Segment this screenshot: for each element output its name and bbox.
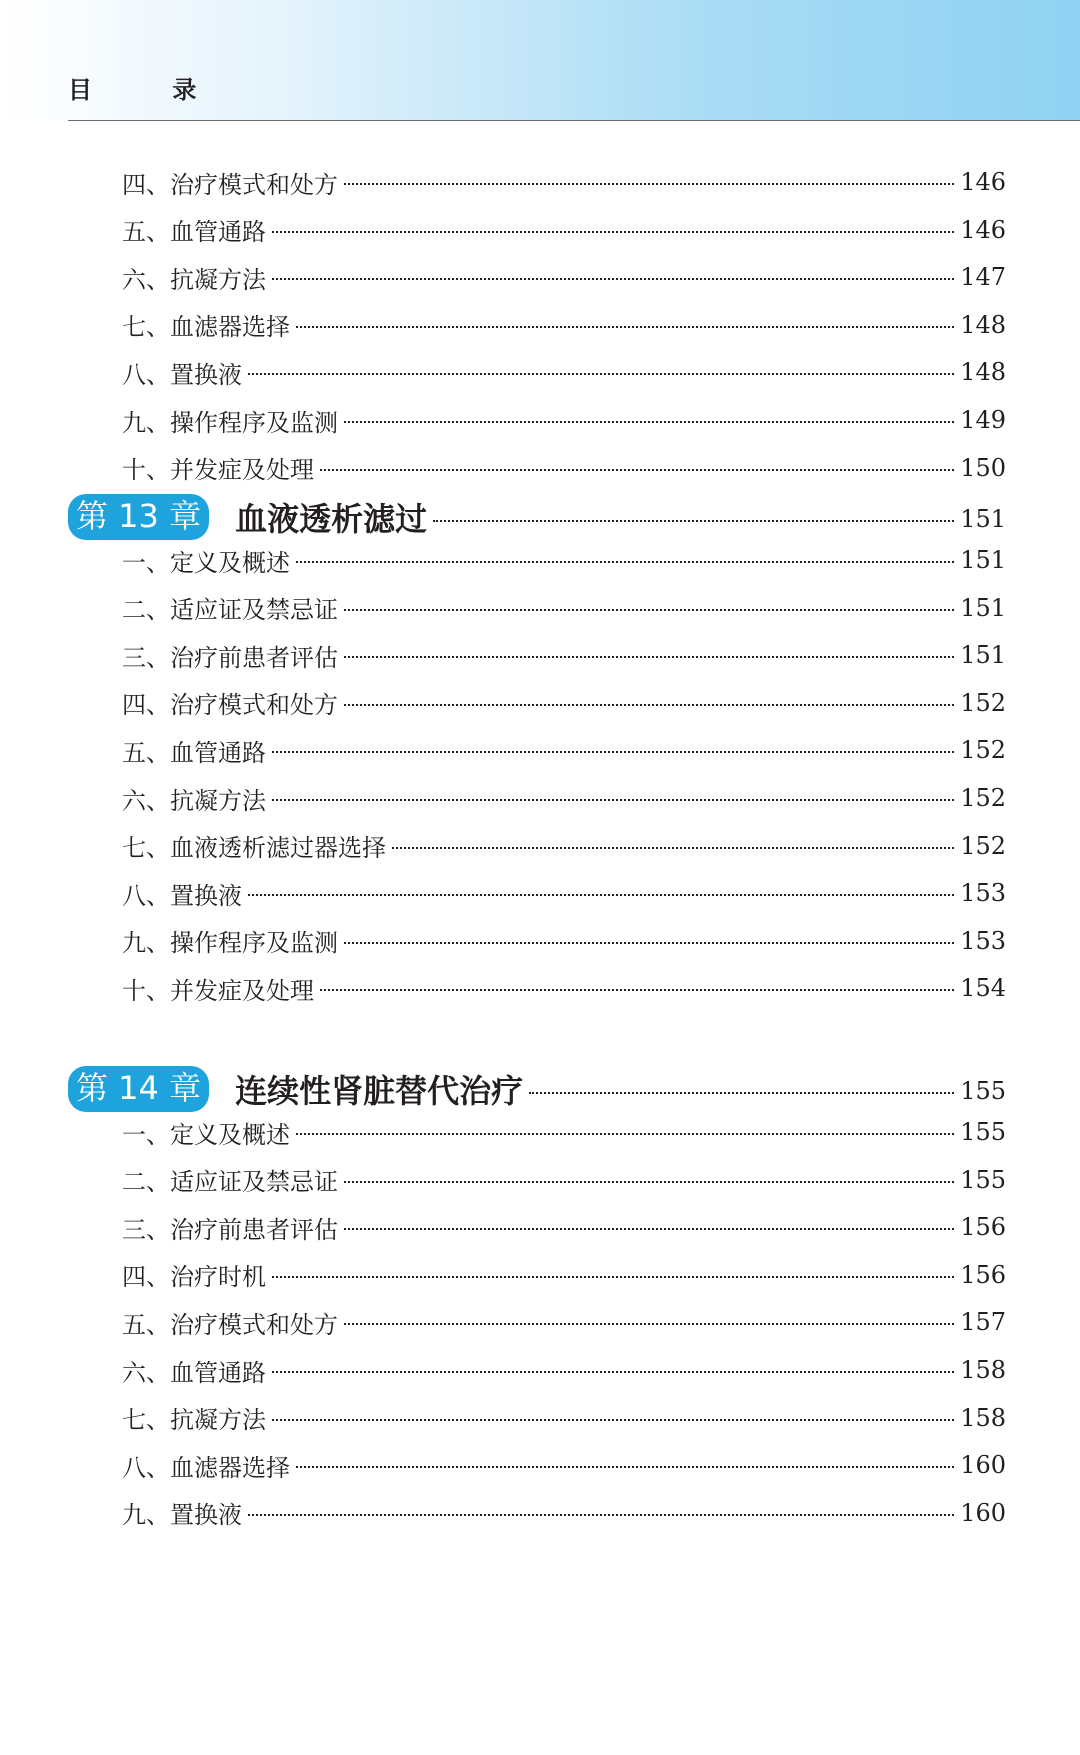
toc-entry-label: 三、治疗前患者评估 <box>122 1215 338 1244</box>
toc-entry-page-number: 147 <box>960 263 1006 292</box>
toc-entry-label: 十、并发症及处理 <box>122 456 314 485</box>
dot-leader <box>344 656 954 658</box>
toc-entry-page-number: 158 <box>960 1356 1006 1384</box>
toc-entry-label: 六、抗凝方法 <box>122 265 266 294</box>
toc-entry-label: 八、血滤器选择 <box>122 1453 290 1482</box>
toc-entry-label: 五、血管通路 <box>122 218 266 247</box>
toc-entry-label: 四、治疗时机 <box>122 1263 266 1292</box>
toc-entry[interactable] <box>122 588 1006 628</box>
toc-entry-label: 七、抗凝方法 <box>122 1406 266 1435</box>
toc-entry-label: 八、置换液 <box>122 881 242 910</box>
toc-entry-label: 五、治疗模式和处方 <box>122 1310 338 1339</box>
toc-entry-label: 二、适应证及禁忌证 <box>122 596 338 625</box>
toc-entry-page-number: 158 <box>960 1403 1006 1432</box>
chapter-page-number: 155 <box>960 1077 1006 1105</box>
toc-entry[interactable] <box>122 1112 1006 1152</box>
dot-leader <box>272 1276 954 1278</box>
toc-entry-page-number: 151 <box>960 593 1006 622</box>
toc-entry-label: 五、血管通路 <box>122 738 266 767</box>
toc-entry-label: 一、定义及概述 <box>122 548 290 577</box>
toc-entry-label: 四、治疗模式和处方 <box>122 691 338 720</box>
toc-entry-page-number: 150 <box>960 453 1006 482</box>
toc-entry[interactable] <box>122 540 1006 580</box>
toc-entry-page-number: 155 <box>960 1118 1006 1146</box>
toc-entry-label: 一、定义及概述 <box>122 1120 290 1149</box>
toc-entry[interactable] <box>122 162 1006 202</box>
toc-entry-label: 四、治疗模式和处方 <box>122 170 338 199</box>
toc-entry-page-number: 156 <box>960 1213 1006 1242</box>
dot-leader <box>344 609 954 611</box>
toc-entry[interactable] <box>122 210 1006 250</box>
dot-leader <box>320 989 954 991</box>
chapter-title: 连续性肾脏替代治疗 <box>235 1072 524 1110</box>
toc-entry-page-number: 160 <box>960 1451 1006 1480</box>
dot-leader <box>248 373 954 375</box>
dot-leader <box>392 847 954 849</box>
toc-entry-label: 三、治疗前患者评估 <box>122 643 338 672</box>
toc-entry-page-number: 154 <box>960 974 1006 1003</box>
dot-leader <box>344 1181 954 1183</box>
toc-entry-label: 二、适应证及禁忌证 <box>122 1168 338 1197</box>
toc-entry[interactable] <box>122 968 1006 1008</box>
toc-entry-page-number: 148 <box>960 358 1006 387</box>
toc-entry[interactable] <box>122 257 1006 297</box>
toc-entry-page-number: 151 <box>960 546 1006 574</box>
toc-entry[interactable] <box>122 921 1006 961</box>
toc-entry-label: 八、置换液 <box>122 360 242 389</box>
toc-entry-page-number: 148 <box>960 310 1006 339</box>
toc-entry-label: 九、置换液 <box>122 1501 242 1530</box>
toc-entry[interactable] <box>122 1493 1006 1533</box>
toc-entry[interactable] <box>122 1350 1006 1390</box>
toc-entry[interactable] <box>122 1398 1006 1438</box>
dot-leader <box>433 520 954 522</box>
chapter-title: 血液透析滤过 <box>235 500 428 538</box>
toc-entry-page-number: 153 <box>960 926 1006 955</box>
toc-entry-label: 六、抗凝方法 <box>122 786 266 815</box>
page-title: 目 录 <box>68 76 233 104</box>
dot-leader <box>248 1514 954 1516</box>
dot-leader <box>344 1323 954 1325</box>
toc-entry[interactable] <box>122 635 1006 675</box>
dot-leader <box>248 894 954 896</box>
toc-entry[interactable] <box>122 1302 1006 1342</box>
toc-entry-page-number: 160 <box>960 1498 1006 1527</box>
dot-leader <box>272 278 954 280</box>
toc-entry[interactable] <box>122 1255 1006 1295</box>
toc-entry-page-number: 156 <box>960 1260 1006 1289</box>
dot-leader <box>296 326 954 328</box>
toc-entry-label: 九、操作程序及监测 <box>122 408 338 437</box>
dot-leader <box>344 183 954 185</box>
dot-leader <box>344 421 954 423</box>
dot-leader <box>529 1092 954 1094</box>
toc-entry-page-number: 152 <box>960 736 1006 765</box>
toc-entry-page-number: 152 <box>960 688 1006 717</box>
toc-entry-page-number: 155 <box>960 1165 1006 1194</box>
toc-entry[interactable] <box>122 1160 1006 1200</box>
toc-entry[interactable] <box>122 1207 1006 1247</box>
toc-entry-label: 六、血管通路 <box>122 1358 266 1387</box>
toc-entry[interactable] <box>122 778 1006 818</box>
dot-leader <box>296 1466 954 1468</box>
toc-entry-page-number: 149 <box>960 406 1006 434</box>
dot-leader <box>272 231 954 233</box>
dot-leader <box>344 704 954 706</box>
toc-entry[interactable] <box>122 683 1006 723</box>
toc-entry[interactable] <box>122 826 1006 866</box>
chapter-badge: 第 13 章 <box>68 494 209 540</box>
toc-entry-page-number: 146 <box>960 168 1006 196</box>
dot-leader <box>272 1419 954 1421</box>
dot-leader <box>296 1133 954 1135</box>
dot-leader <box>296 561 954 563</box>
dot-leader <box>272 1371 954 1373</box>
toc-entry[interactable] <box>122 873 1006 913</box>
toc-entry-label: 七、血液透析滤过器选择 <box>122 834 386 863</box>
toc-entry-page-number: 152 <box>960 784 1006 812</box>
chapter-badge: 第 14 章 <box>68 1066 209 1112</box>
dot-leader <box>344 942 954 944</box>
toc-entry-page-number: 151 <box>960 641 1006 670</box>
toc-entry-page-number: 146 <box>960 215 1006 244</box>
chapter-heading[interactable] <box>68 492 1006 542</box>
toc-entry-page-number: 152 <box>960 831 1006 860</box>
toc-entry-label: 七、血滤器选择 <box>122 313 290 342</box>
toc-entry[interactable] <box>122 730 1006 770</box>
chapter-page-number: 151 <box>960 505 1006 533</box>
toc-entry-page-number: 153 <box>960 879 1006 908</box>
toc-entry-label: 十、并发症及处理 <box>122 976 314 1005</box>
toc-entry[interactable] <box>122 305 1006 345</box>
dot-leader <box>320 469 954 471</box>
toc-entry[interactable] <box>122 1445 1006 1485</box>
dot-leader <box>344 1228 954 1230</box>
header-rule <box>68 120 1080 121</box>
toc-entry-label: 九、操作程序及监测 <box>122 929 338 958</box>
toc-entry[interactable] <box>122 448 1006 488</box>
dot-leader <box>272 799 954 801</box>
chapter-heading[interactable] <box>68 1064 1006 1114</box>
toc-entry[interactable] <box>122 352 1006 392</box>
dot-leader <box>272 751 954 753</box>
toc-entry[interactable] <box>122 400 1006 440</box>
toc-entry-page-number: 157 <box>960 1308 1006 1337</box>
